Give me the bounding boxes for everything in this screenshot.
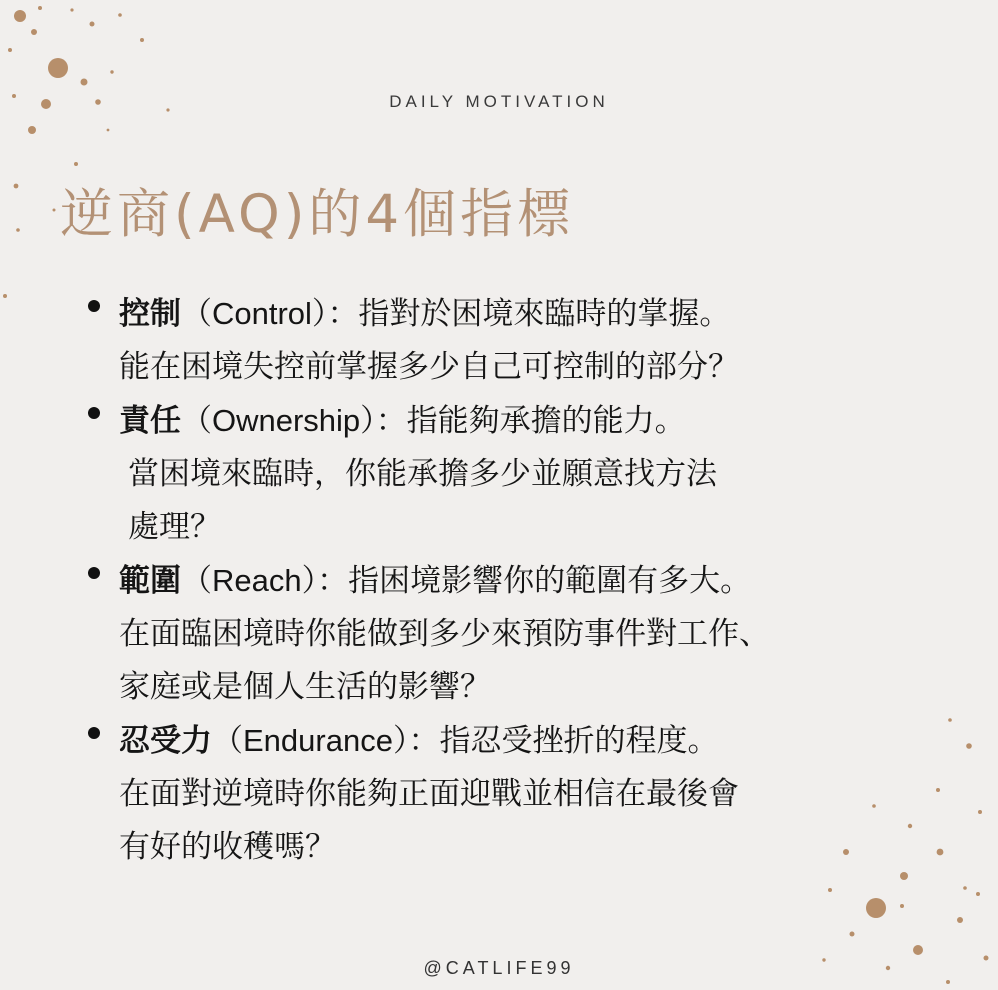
social-handle: @CATLIFE99 (423, 958, 575, 978)
indicator-list (86, 287, 966, 874)
indicator-definition: ：指忍受挫折的程度。 (408, 723, 719, 759)
indicator-english: （Control） (181, 296, 328, 331)
bullet-icon (88, 407, 100, 419)
daily-motivation-label: DAILY MOTIVATION (389, 92, 609, 111)
indicator-detail: 當困境來臨時，你能承擔多少並願意找方法 (128, 456, 717, 492)
indicator-detail: 在面對逆境時你能夠正面迎戰並相信在最後會 (119, 776, 739, 812)
indicator-heading (119, 554, 966, 608)
indicator-heading (119, 394, 966, 448)
indicator-heading (119, 714, 966, 768)
indicator-detail: 能在困境失控前掌握多少自己可控制的部分？ (119, 349, 739, 385)
card-title: 逆商(AQ)的4個指標 (60, 184, 575, 245)
indicator-term: 責任 (119, 403, 181, 439)
indicator-term: 範圍 (119, 563, 181, 599)
indicator-definition: ：指對於困境來臨時的掌握。 (327, 296, 731, 332)
indicator-definition: ：指困境影響你的範圍有多大。 (317, 563, 752, 599)
indicator-term: 控制 (119, 296, 181, 332)
indicator-heading (119, 287, 966, 341)
indicator-item-control (86, 287, 966, 394)
bullet-icon (88, 567, 100, 579)
indicator-detail: 在面臨困境時你能做到多少來預防事件對工作、 (119, 616, 770, 652)
indicator-english: （Endurance） (212, 723, 409, 758)
indicator-definition: ：指能夠承擔的能力。 (375, 403, 686, 439)
indicator-term: 忍受力 (119, 723, 212, 759)
indicator-item-reach (86, 554, 966, 714)
indicator-item-ownership (86, 394, 966, 554)
indicator-detail: 處理？ (128, 509, 221, 545)
indicator-item-endurance (86, 714, 966, 874)
indicator-english: （Ownership） (181, 403, 376, 438)
bullet-icon (88, 727, 100, 739)
indicator-detail: 家庭或是個人生活的影響？ (119, 669, 491, 705)
indicator-detail: 有好的收穫嗎？ (119, 829, 336, 865)
bullet-icon (88, 300, 100, 312)
indicator-english: （Reach） (181, 563, 318, 598)
